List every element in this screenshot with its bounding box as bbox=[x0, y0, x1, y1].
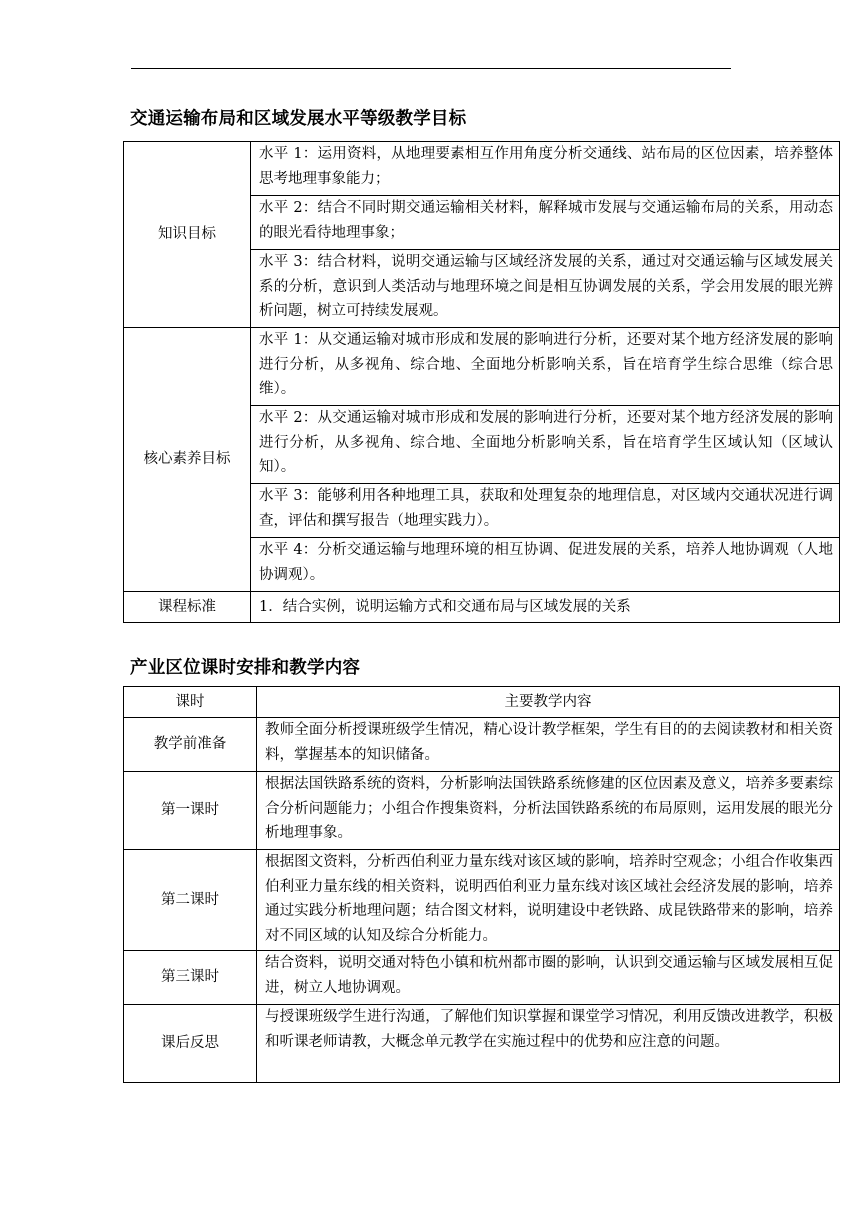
objective-item: 1．结合实例，说明运输方式和交通布局与区域发展的关系 bbox=[251, 592, 840, 623]
objective-item: 水平 2：结合不同时期交通运输相关材料，解释城市发展与交通运输布局的关系，用动态的眼光看待地理事象； bbox=[251, 196, 840, 250]
table-row bbox=[124, 1005, 840, 1083]
objective-item: 水平 2：从交通运输对城市形成和发展的影响进行分析，还要对某个地方经济发展的影响进行分析，从多视角、综合地、全面地分析影响关系，旨在培育学生区域认知（区域认知）。 bbox=[251, 406, 840, 484]
table-row bbox=[124, 592, 840, 623]
objectives-table bbox=[123, 141, 840, 623]
row-label-literacy: 核心素养目标 bbox=[124, 328, 251, 592]
objective-item: 水平 3：结合材料，说明交通运输与区域经济发展的关系，通过对交通运输与区域发展关系的分析，意识到人类活动与地理环境之间是相互协调发展的关系，学会用发展的眼光辨析问题，树立可持续发展观。 bbox=[251, 250, 840, 328]
period-content: 根据法国铁路系统的资料，分析影响法国铁路系统修建的区位因素及意义，培养多要素综合分析问题能力；小组合作搜集资料，分析法国铁路系统的布局原则，运用发展的眼光分析地理事象。 bbox=[257, 772, 840, 850]
section-title-objectives: 交通运输布局和区域发展水平等级教学目标 bbox=[130, 109, 467, 129]
table-row bbox=[124, 718, 840, 772]
objective-item: 水平 1：从交通运输对城市形成和发展的影响进行分析，还要对某个地方经济发展的影响进行分析，从多视角、综合地、全面地分析影响关系，旨在培育学生综合思维（综合思维）。 bbox=[251, 328, 840, 406]
period-content: 教师全面分析授课班级学生情况，精心设计教学框架，学生有目的的去阅读教材和相关资料，掌握基本的知识储备。 bbox=[257, 718, 840, 772]
period-label: 教学前准备 bbox=[124, 718, 257, 772]
period-content: 根据图文资料，分析西伯利亚力量东线对该区域的影响，培养时空观念；小组合作收集西伯利亚力量东线的相关资料，说明西伯利亚力量东线对该区域社会经济发展的影响，培养通过实践分析地理问题；结合图文材料，说明建设中老铁路、成昆铁路带来的影响，培养对不同区域的认知及综合分析能力。 bbox=[257, 850, 840, 951]
table-row bbox=[124, 772, 840, 850]
header-rule bbox=[131, 68, 731, 69]
table-row bbox=[124, 328, 840, 406]
column-header-period: 课时 bbox=[124, 687, 257, 718]
column-header-content: 主要教学内容 bbox=[257, 687, 840, 718]
period-content: 与授课班级学生进行沟通，了解他们知识掌握和课堂学习情况，利用反馈改进教学，积极和听课老师请教，大概念单元教学在实施过程中的优势和应注意的问题。 bbox=[257, 1005, 840, 1083]
schedule-table bbox=[123, 686, 840, 1083]
objective-item: 水平 1：运用资料，从地理要素相互作用角度分析交通线、站布局的区位因素，培养整体思考地理事象能力； bbox=[251, 142, 840, 196]
table-header-row bbox=[124, 687, 840, 718]
table-row bbox=[124, 951, 840, 1005]
period-label: 第一课时 bbox=[124, 772, 257, 850]
period-label: 第三课时 bbox=[124, 951, 257, 1005]
row-label-knowledge: 知识目标 bbox=[124, 142, 251, 328]
period-label: 第二课时 bbox=[124, 850, 257, 951]
section-title-schedule: 产业区位课时安排和教学内容 bbox=[130, 658, 361, 678]
row-label-standard: 课程标准 bbox=[124, 592, 251, 623]
objective-item: 水平 4：分析交通运输与地理环境的相互协调、促进发展的关系，培养人地协调观（人地协调观）。 bbox=[251, 538, 840, 592]
period-label: 课后反思 bbox=[124, 1005, 257, 1083]
objective-item: 水平 3：能够利用各种地理工具，获取和处理复杂的地理信息，对区域内交通状况进行调查，评估和撰写报告（地理实践力）。 bbox=[251, 484, 840, 538]
period-content: 结合资料，说明交通对特色小镇和杭州都市圈的影响，认识到交通运输与区域发展相互促进，树立人地协调观。 bbox=[257, 951, 840, 1005]
table-row bbox=[124, 142, 840, 196]
table-row bbox=[124, 850, 840, 951]
